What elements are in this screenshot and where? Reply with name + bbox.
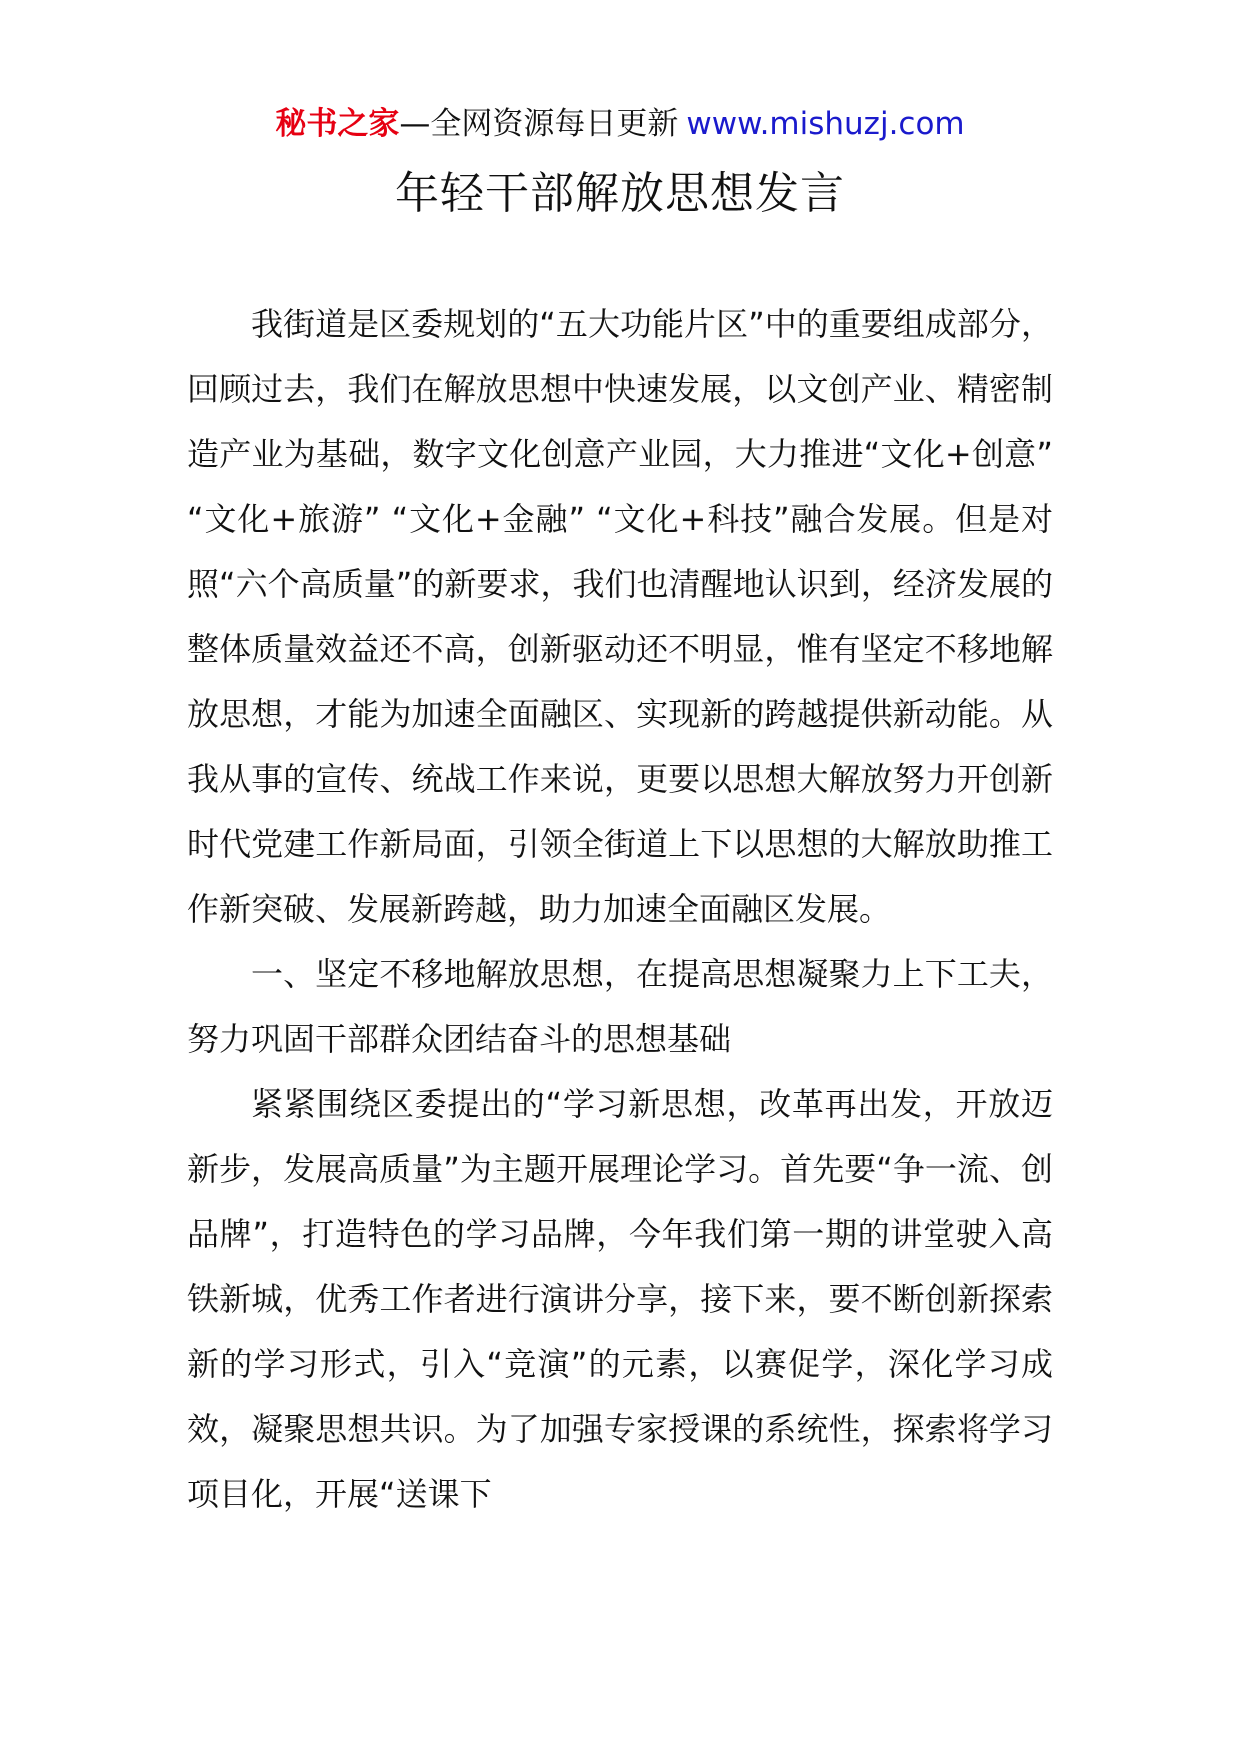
site-tagline: —全网资源每日更新 — [399, 106, 679, 142]
intro-paragraph: 我街道是区委规划的“五大功能片区”中的重要组成部分，回顾过去，我们在解放思想中快速发展，以文创产业、精密制造产业为基础，数字文化创意产业园，大力推进“文化+创意” “文化+旅游” “文化+金融” “文化+科技”融合发展。但是对照“六个高质量”的新要求，我们也清醒地认识到，经济发展的整体质量效益还不高，创新驱动还不明显，惟有坚定不移地解放思想，才能为加速全面融区、实现新的跨越提供新动能。从我从事的宣传、统战工作来说，更要以思想大解放努力开创新时代党建工作新局面，引领全街道上下以思想的大解放助推工作新突破、发展新跨越，助力加速全面融区发展。 — [187, 305, 1053, 928]
site-brand: 秘书之家 — [275, 106, 400, 142]
document-body — [187, 292, 1053, 1527]
section-heading-1: 一、坚定不移地解放思想，在提高思想凝聚力上下工夫，努力巩固干部群众团结奋斗的思想基础 — [187, 955, 1053, 1058]
document-title: 年轻干部解放思想发言 — [395, 168, 845, 219]
section-1-paragraph: 紧紧围绕区委提出的“学习新思想，改革再出发，开放迈新步，发展高质量”为主题开展理论学习。首先要“争一流、创品牌”，打造特色的学习品牌，今年我们第一期的讲堂驶入高铁新城，优秀工作者进行演讲分享，接下来，要不断创新探索新的学习形式，引入“竞演”的元素，以赛促学，深化学习成效，凝聚思想共识。为了加强专家授课的系统性，探索将学习项目化，开展“送课下 — [187, 1085, 1053, 1513]
site-url-link[interactable]: www.mishuzj.com — [686, 106, 965, 142]
site-header — [0, 102, 1240, 146]
